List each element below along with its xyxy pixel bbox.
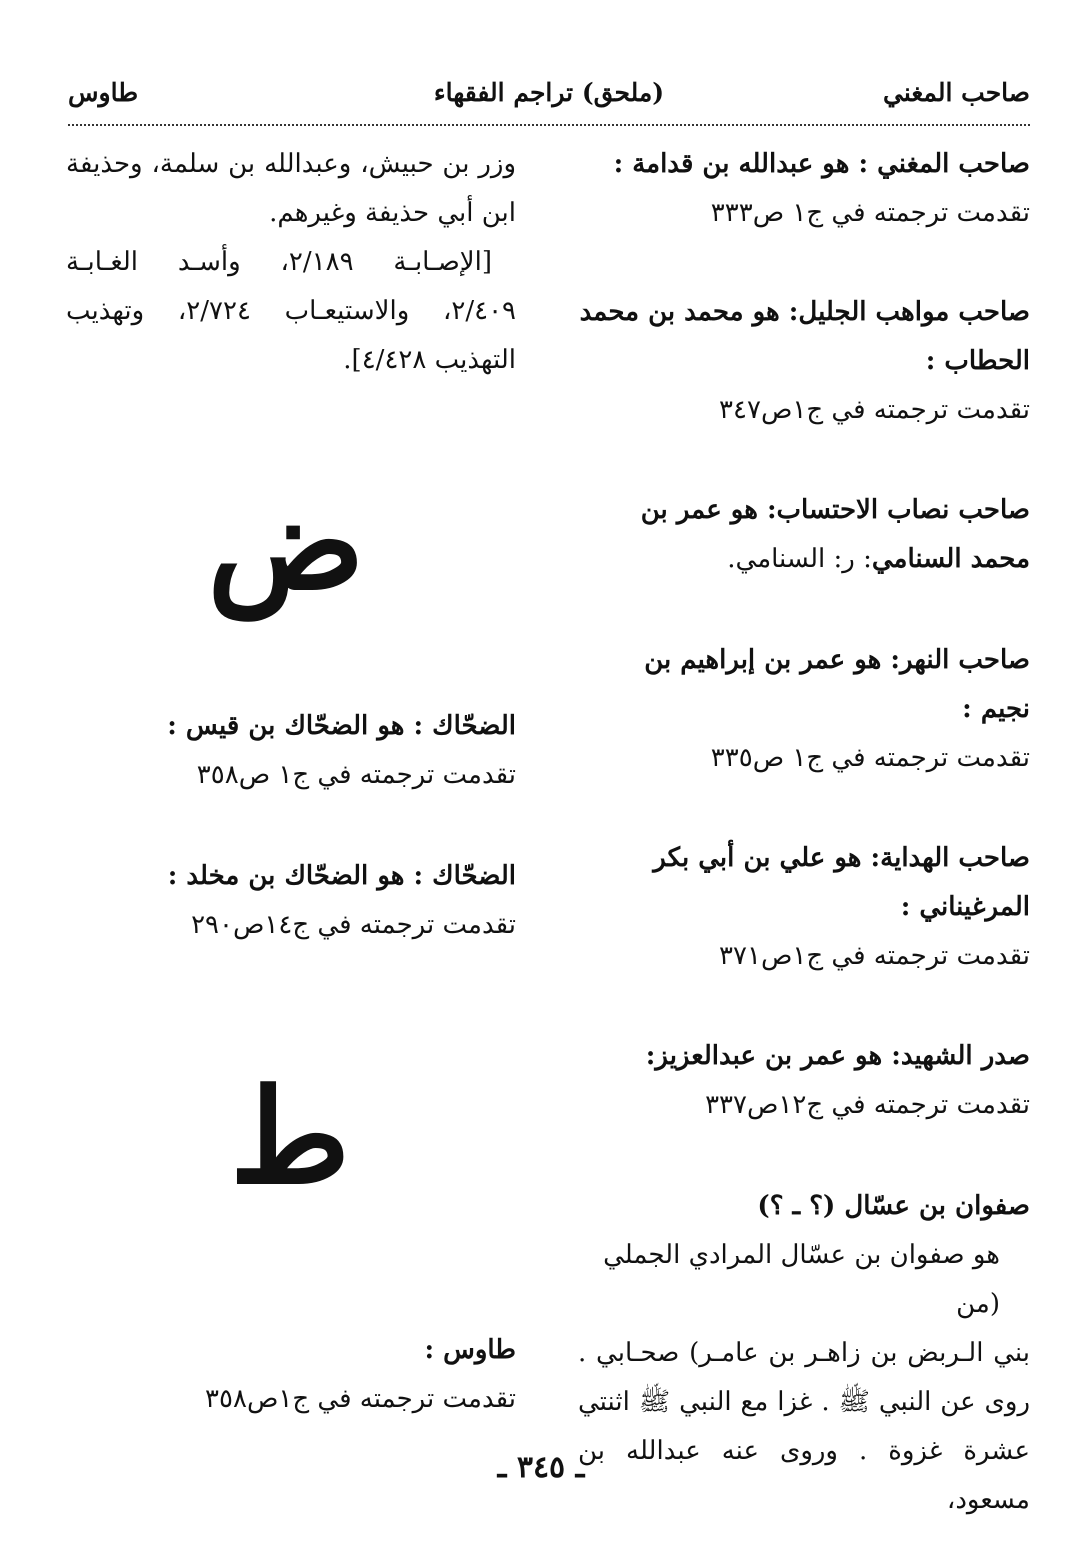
entry-line: عشرة غزوة . وروى عنه عبدالله بن مسعود، (578, 1436, 1030, 1515)
entry-line: تقدمت ترجمته في ج١٤ص٢٩٠ (191, 910, 516, 940)
entry-line: تقدمت ترجمته في ج١٢ص٣٣٧ (705, 1090, 1030, 1120)
entry-head: صفوان بن عسّال (؟ ـ ؟) (757, 1191, 1030, 1221)
continuation-line: التهذيب ٤/٤٢٨]. (343, 345, 516, 375)
entry-line: تقدمت ترجمته في ج١ص٣٥٨ (205, 1384, 516, 1414)
entry-head: صاحب المغني : هو عبدالله بن قدامة : (613, 149, 1030, 179)
entry-head-continued: محمد السنامي (871, 544, 1030, 574)
entry-dahhak-ibn-qays (66, 702, 516, 800)
entry-head: طاوس : (424, 1335, 516, 1365)
entry-tawus (66, 1326, 516, 1424)
entry-line: تقدمت ترجمته في ج١ص٣٧١ (719, 941, 1030, 971)
entry-head: صاحب النهر: هو عمر بن إبراهيم بن (644, 645, 1030, 675)
continuation-block (66, 140, 516, 385)
entry-line: هو صفوان بن عسّال المرادي الجملي (من (603, 1240, 1000, 1319)
entry-line: تقدمت ترجمته في ج١ ص٣٣٥ (710, 743, 1030, 773)
entry-nisab-al-ihtisab (578, 486, 1030, 584)
continuation-line: وزر بن حبيش، وعبدالله بن سلمة، وحذيفة (66, 149, 516, 179)
entry-line: روى عن النبي ﷺ . غزا مع النبي ﷺ اثنتي (578, 1387, 1030, 1417)
page-number: ـ ٣٤٥ ـ (497, 1450, 585, 1485)
entry-mawahib-al-jalil (578, 288, 1030, 435)
running-header (68, 78, 1030, 118)
entry-head: صاحب الهداية: هو علي بن أبي بكر (653, 843, 1030, 873)
header-left-title: طاوس (68, 78, 139, 107)
continuation-line: [الإصـابـة ٢/١٨٩، وأسـد الغـابـة (66, 247, 492, 277)
header-dotted-rule (68, 124, 1030, 126)
entry-head: صاحب مواهب الجليل: هو محمد بن محمد (579, 297, 1030, 327)
entry-head: الضحّاك : هو الضحّاك بن مخلد : (167, 861, 516, 891)
entry-cross-reference: : ر: السنامي. (727, 544, 872, 574)
entry-head-continued: الحطاب : (925, 346, 1030, 376)
header-center-title: (ملحق) تراجم الفقهاء (433, 78, 665, 107)
continuation-line: ابن أبي حذيفة وغيرهم. (269, 198, 516, 228)
entry-head: صدر الشهيد: هو عمر بن عبدالعزيز: (645, 1041, 1030, 1071)
entry-line: بني الـربض بن زاهـر بن عامـر) صحـابي . (578, 1338, 1030, 1368)
entry-line: تقدمت ترجمته في ج١ ص٣٥٨ (196, 760, 516, 790)
entry-head: الضحّاك : هو الضحّاك بن قيس : (167, 711, 516, 741)
entry-sahib-al-hidaya (578, 834, 1030, 981)
section-letter-dad: ض (207, 466, 365, 619)
entry-line (578, 535, 1030, 584)
entry-dahhak-ibn-makhlad (66, 852, 516, 950)
section-letter-ta: ط (229, 1060, 351, 1213)
entry-head-continued: نجيم : (962, 694, 1030, 724)
entry-line: تقدمت ترجمته في ج١ص٣٤٧ (719, 395, 1030, 425)
entry-sahib-al-nahr (578, 636, 1030, 783)
header-right-title: صاحب المغني (882, 78, 1030, 107)
entry-head: صاحب نصاب الاحتساب: هو عمر بن (640, 495, 1030, 525)
entry-line: تقدمت ترجمته في ج١ ص٣٣٣ (710, 198, 1030, 228)
entry-head-continued: المرغيناني : (900, 892, 1030, 922)
continuation-line: ٢/٤٠٩، والاستيعـاب ٢/٧٢٤، وتهذيب (66, 296, 516, 326)
entry-sadr-al-shahid (578, 1032, 1030, 1130)
entry-sahib-al-mughni (578, 140, 1030, 238)
